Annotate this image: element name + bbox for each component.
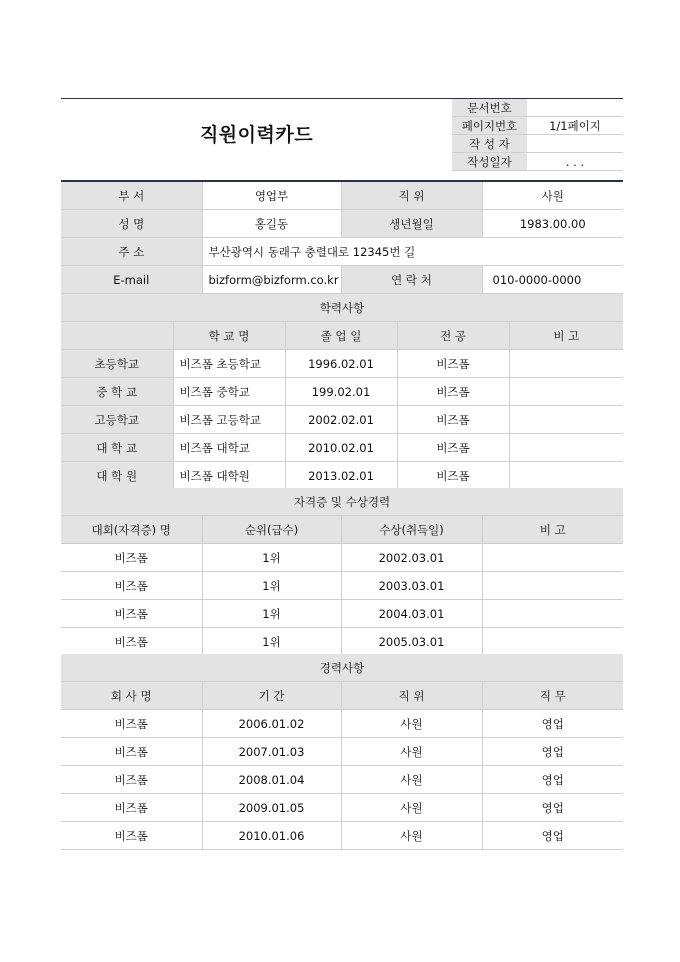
table-row	[61, 378, 623, 406]
dept-label: 부 서	[61, 182, 202, 210]
job-position: 사원	[341, 738, 482, 766]
position-label: 직 위	[341, 182, 482, 210]
name-label: 성 명	[61, 210, 202, 238]
note	[509, 350, 623, 378]
table-row	[61, 738, 623, 766]
education-header	[61, 322, 173, 350]
email-value: bizform@bizform.co.kr	[202, 266, 341, 294]
note	[482, 572, 623, 600]
certificates-header: 비 고	[482, 516, 623, 544]
company-name: 비즈폼	[61, 822, 202, 850]
company-name: 비즈폼	[61, 766, 202, 794]
school-level: 대 학 교	[61, 434, 173, 462]
award-rank: 1위	[202, 600, 341, 628]
section-title-row	[61, 654, 623, 682]
job-duty: 영업	[482, 766, 623, 794]
personal-row	[61, 182, 623, 210]
address-label: 주 소	[61, 238, 202, 266]
career-table	[61, 654, 623, 850]
note	[482, 544, 623, 572]
note	[482, 600, 623, 628]
birth-label: 생년월일	[341, 210, 482, 238]
award-name: 비즈폼	[61, 544, 202, 572]
company-name: 비즈폼	[61, 710, 202, 738]
name-value: 홍길동	[202, 210, 341, 238]
period: 2009.01.05	[202, 794, 341, 822]
major: 비즈폼	[397, 462, 509, 490]
meta-label: 작 성 자	[452, 135, 527, 153]
meta-label: 문서번호	[452, 99, 527, 117]
period: 2007.01.03	[202, 738, 341, 766]
section-title-row	[61, 488, 623, 516]
job-position: 사원	[341, 710, 482, 738]
job-duty: 영업	[482, 738, 623, 766]
award-name: 비즈폼	[61, 628, 202, 656]
period: 2008.01.04	[202, 766, 341, 794]
meta-row	[452, 117, 623, 135]
graduation-date: 2013.02.01	[285, 462, 397, 490]
certificates-header-row	[61, 516, 623, 544]
education-header: 비 고	[509, 322, 623, 350]
meta-label: 페이지번호	[452, 117, 527, 135]
certificates-header: 대회(자격증) 명	[61, 516, 202, 544]
career-header: 회 사 명	[61, 682, 202, 710]
school-name: 비즈폼 초등학교	[173, 350, 285, 378]
address-value: 부산광역시 동래구 충렬대로 12345번 길	[202, 238, 623, 266]
school-name: 비즈폼 고등학교	[173, 406, 285, 434]
career-header-row	[61, 682, 623, 710]
school-name: 비즈폼 대학원	[173, 462, 285, 490]
school-name: 비즈폼 대학교	[173, 434, 285, 462]
major: 비즈폼	[397, 406, 509, 434]
certificates-header: 순위(급수)	[202, 516, 341, 544]
personal-info-table	[61, 182, 623, 294]
award-date: 2005.03.01	[341, 628, 482, 656]
certificates-header: 수상(취득일)	[341, 516, 482, 544]
school-level: 초등학교	[61, 350, 173, 378]
award-rank: 1위	[202, 572, 341, 600]
table-row	[61, 794, 623, 822]
note	[509, 462, 623, 490]
graduation-date: 2010.02.01	[285, 434, 397, 462]
document-meta-table	[452, 99, 623, 171]
position-value: 사원	[482, 182, 623, 210]
contact-value: 010-0000-0000	[482, 266, 623, 294]
meta-value: . . .	[527, 153, 623, 171]
personal-row	[61, 210, 623, 238]
contact-label: 연 락 처	[341, 266, 482, 294]
meta-row	[452, 135, 623, 153]
school-level: 고등학교	[61, 406, 173, 434]
birth-value: 1983.00.00	[482, 210, 623, 238]
career-header: 직 위	[341, 682, 482, 710]
education-section-title: 학력사항	[61, 294, 623, 322]
graduation-date: 1996.02.01	[285, 350, 397, 378]
job-position: 사원	[341, 822, 482, 850]
email-label: E-mail	[61, 266, 202, 294]
table-row	[61, 766, 623, 794]
company-name: 비즈폼	[61, 794, 202, 822]
graduation-date: 199.02.01	[285, 378, 397, 406]
job-position: 사원	[341, 794, 482, 822]
table-row	[61, 544, 623, 572]
major: 비즈폼	[397, 434, 509, 462]
meta-label: 작성일자	[452, 153, 527, 171]
education-header: 졸 업 일	[285, 322, 397, 350]
education-header: 학 교 명	[173, 322, 285, 350]
career-section-title: 경력사항	[61, 654, 623, 682]
meta-value	[527, 99, 623, 117]
major: 비즈폼	[397, 378, 509, 406]
job-duty: 영업	[482, 710, 623, 738]
meta-value: 1/1페이지	[527, 117, 623, 135]
award-name: 비즈폼	[61, 572, 202, 600]
school-name: 비즈폼 중학교	[173, 378, 285, 406]
award-date: 2004.03.01	[341, 600, 482, 628]
award-date: 2003.03.01	[341, 572, 482, 600]
table-row	[61, 572, 623, 600]
job-duty: 영업	[482, 794, 623, 822]
career-header: 직 무	[482, 682, 623, 710]
certificates-section-title: 자격증 및 수상경력	[61, 488, 623, 516]
education-header: 전 공	[397, 322, 509, 350]
table-row	[61, 600, 623, 628]
job-duty: 영업	[482, 822, 623, 850]
award-date: 2002.03.01	[341, 544, 482, 572]
award-rank: 1위	[202, 628, 341, 656]
table-row	[61, 350, 623, 378]
table-row	[61, 434, 623, 462]
personal-row	[61, 238, 623, 266]
school-level: 대 학 원	[61, 462, 173, 490]
section-title-row	[61, 294, 623, 322]
certificates-table	[61, 488, 623, 656]
award-rank: 1위	[202, 544, 341, 572]
meta-row	[452, 99, 623, 117]
table-row	[61, 628, 623, 656]
graduation-date: 2002.02.01	[285, 406, 397, 434]
page-title: 직원이력카드	[199, 124, 314, 146]
major: 비즈폼	[397, 350, 509, 378]
note	[482, 628, 623, 656]
job-position: 사원	[341, 766, 482, 794]
award-name: 비즈폼	[61, 600, 202, 628]
dept-value: 영업부	[202, 182, 341, 210]
career-header: 기 간	[202, 682, 341, 710]
table-row	[61, 710, 623, 738]
school-level: 중 학 교	[61, 378, 173, 406]
period: 2010.01.06	[202, 822, 341, 850]
note	[509, 378, 623, 406]
meta-value	[527, 135, 623, 153]
personal-row	[61, 266, 623, 294]
education-table	[61, 294, 623, 490]
table-row	[61, 406, 623, 434]
education-header-row	[61, 322, 623, 350]
period: 2006.01.02	[202, 710, 341, 738]
note	[509, 406, 623, 434]
table-row	[61, 462, 623, 490]
note	[509, 434, 623, 462]
table-row	[61, 822, 623, 850]
meta-row	[452, 153, 623, 171]
company-name: 비즈폼	[61, 738, 202, 766]
